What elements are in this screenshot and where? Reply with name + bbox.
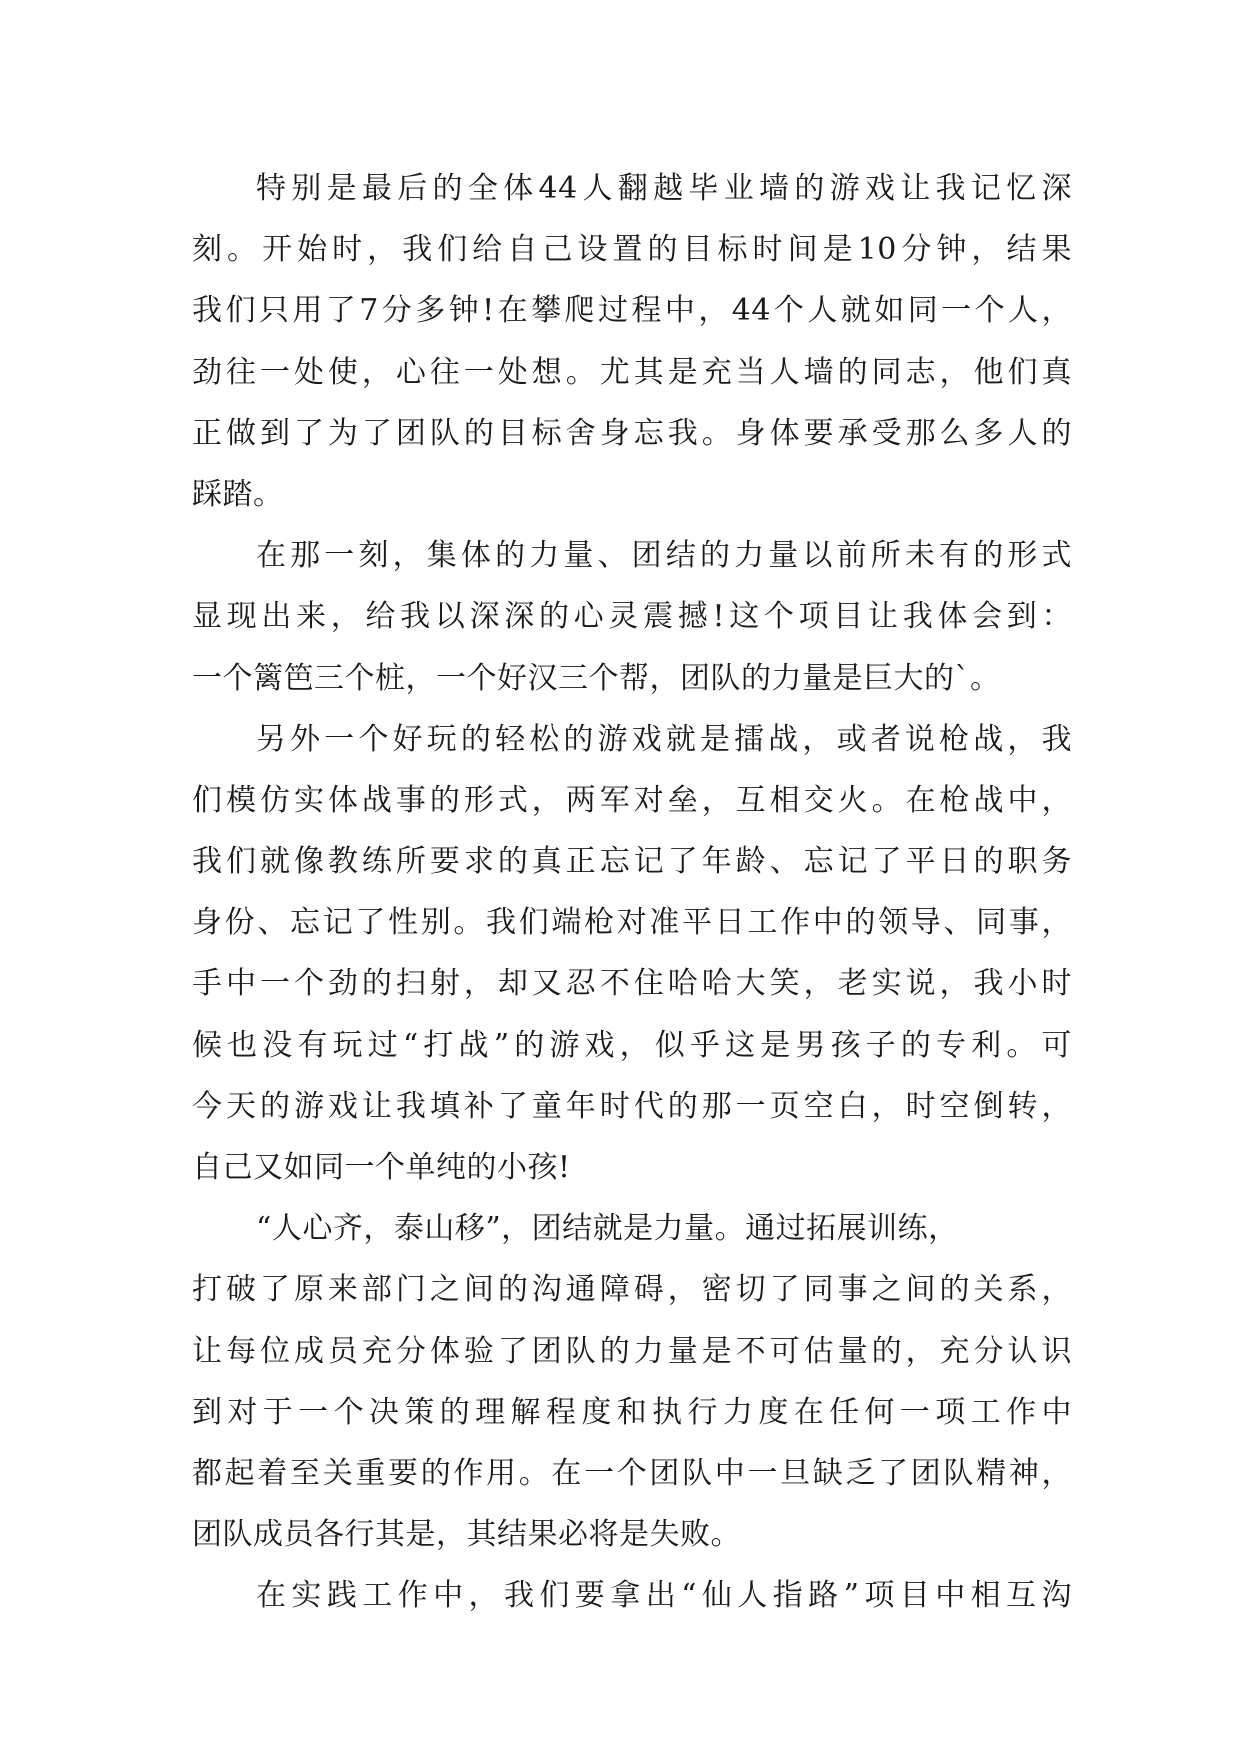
paragraph-3-line-1: 另外一个好玩的轻松的游戏就是擂战，或者说枪战，我: [256, 721, 1072, 757]
paragraph-2-line-3: 一个篱笆三个桩，一个好汉三个帮，团队的力量是巨大的`。: [192, 660, 1001, 696]
paragraph-1-line-2: 刻。开始时，我们给自己设置的目标时间是10分钟，结果: [192, 232, 1072, 268]
paragraph-4-line-1: “人心齐，泰山移”，团结就是力量。通过拓展训练，: [256, 1211, 959, 1247]
paragraph-1-line-1: 特别是最后的全体44人翻越毕业墙的游戏让我记忆深: [256, 171, 1072, 206]
paragraph-3-line-2: 们模仿实体战事的形式，两军对垒，互相交火。在枪战中，: [192, 782, 1072, 818]
paragraph-3-line-3: 我们就像教练所要求的真正忘记了年龄、忘记了平日的职务: [192, 844, 1072, 880]
paragraph-1-line-3: 我们只用了7分多钟!在攀爬过程中，44个人就如同一个人，: [192, 293, 1072, 329]
paragraph-2-line-2: 显现出来，给我以深深的心灵震撼!这个项目让我体会到：: [192, 599, 1072, 635]
paragraph-3-line-4: 身份、忘记了性别。我们端枪对准平日工作中的领导、同事，: [192, 905, 1072, 941]
paragraph-4-line-6: 团队成员各行其是，其结果必将是失败。: [192, 1517, 741, 1553]
paragraph-2-line-1: 在那一刻，集体的力量、团结的力量以前所未有的形式: [256, 538, 1072, 574]
paragraph-3-line-6: 候也没有玩过“打战”的游戏，似乎这是男孩子的专利。可: [192, 1027, 1072, 1063]
document-body: [192, 158, 1072, 1627]
paragraph-3-line-5: 手中一个劲的扫射，却又忍不住哈哈大笑，老实说，我小时: [192, 966, 1072, 1002]
paragraph-3-line-7: 今天的游戏让我填补了童年时代的那一页空白，时空倒转，: [192, 1088, 1072, 1124]
paragraph-4-line-5: 都起着至关重要的作用。在一个团队中一旦缺乏了团队精神，: [192, 1455, 1072, 1491]
paragraph-3-line-8: 自己又如同一个单纯的小孩!: [192, 1150, 571, 1185]
paragraph-4-line-3: 让每位成员充分体验了团队的力量是不可估量的，充分认识: [192, 1333, 1072, 1369]
paragraph-4-line-4: 到对于一个决策的理解程度和执行力度在任何一项工作中: [192, 1394, 1072, 1430]
paragraph-1-line-5: 正做到了为了团队的目标舍身忘我。身体要承受那么多人的: [192, 415, 1072, 451]
paragraph-5-line-1: 在实践工作中，我们要拿出“仙人指路”项目中相互沟: [256, 1578, 1072, 1614]
paragraph-4-line-2: 打破了原来部门之间的沟通障碍，密切了同事之间的关系，: [192, 1272, 1072, 1308]
paragraph-1-line-6: 踩踏。: [192, 476, 284, 512]
paragraph-1-line-4: 劲往一处使，心往一处想。尤其是充当人墙的同志，他们真: [192, 354, 1072, 390]
